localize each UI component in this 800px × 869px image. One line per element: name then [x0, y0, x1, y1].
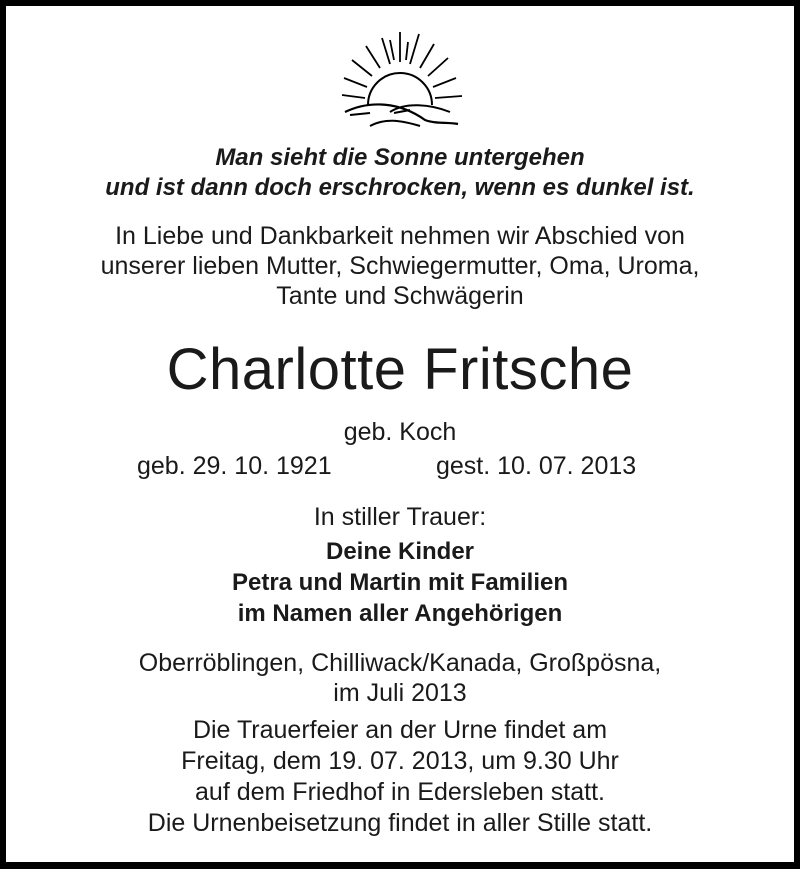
funeral-line-1: Die Trauerfeier an der Urne findet am: [192, 716, 608, 744]
motto-line-1: Man sieht die Sonne untergehen: [215, 144, 585, 171]
place-line-2: im Juli 2013: [333, 679, 467, 707]
death-date: gest. 10. 07. 2013: [436, 452, 637, 480]
place-line-1: Oberröblingen, Chilliwack/Kanada, Großpösna,: [138, 649, 662, 677]
funeral-line-4: Die Urnenbeisetzung findet in aller Stille statt.: [147, 809, 653, 837]
funeral-line-2: Freitag, dem 19. 07. 2013, um 9.30 Uhr: [181, 747, 619, 775]
mourner-line-1: Deine Kinder: [325, 538, 475, 565]
intro-line-3: Tante und Schwägerin: [276, 282, 524, 310]
deceased-name: Charlotte Fritsche: [166, 337, 634, 402]
intro-line-2: unserer lieben Mutter, Schwiegermutter, Oma, Uroma,: [100, 252, 700, 280]
mourner-line-2: Petra und Martin mit Familien: [231, 569, 569, 596]
funeral-line-3: auf dem Friedhof in Edersleben statt.: [195, 778, 605, 806]
birth-date: geb. 29. 10. 1921: [137, 452, 332, 480]
sunset-icon: [330, 20, 470, 130]
maiden-name: geb. Koch: [343, 418, 457, 446]
mourning-label: In stiller Trauer:: [313, 503, 487, 531]
motto-line-2: und ist dann doch erschrocken, wenn es dunkel ist.: [105, 174, 695, 201]
mourner-line-3: im Namen aller Angehörigen: [237, 600, 563, 627]
intro-line-1: In Liebe und Dankbarkeit nehmen wir Abschied von: [115, 222, 685, 250]
